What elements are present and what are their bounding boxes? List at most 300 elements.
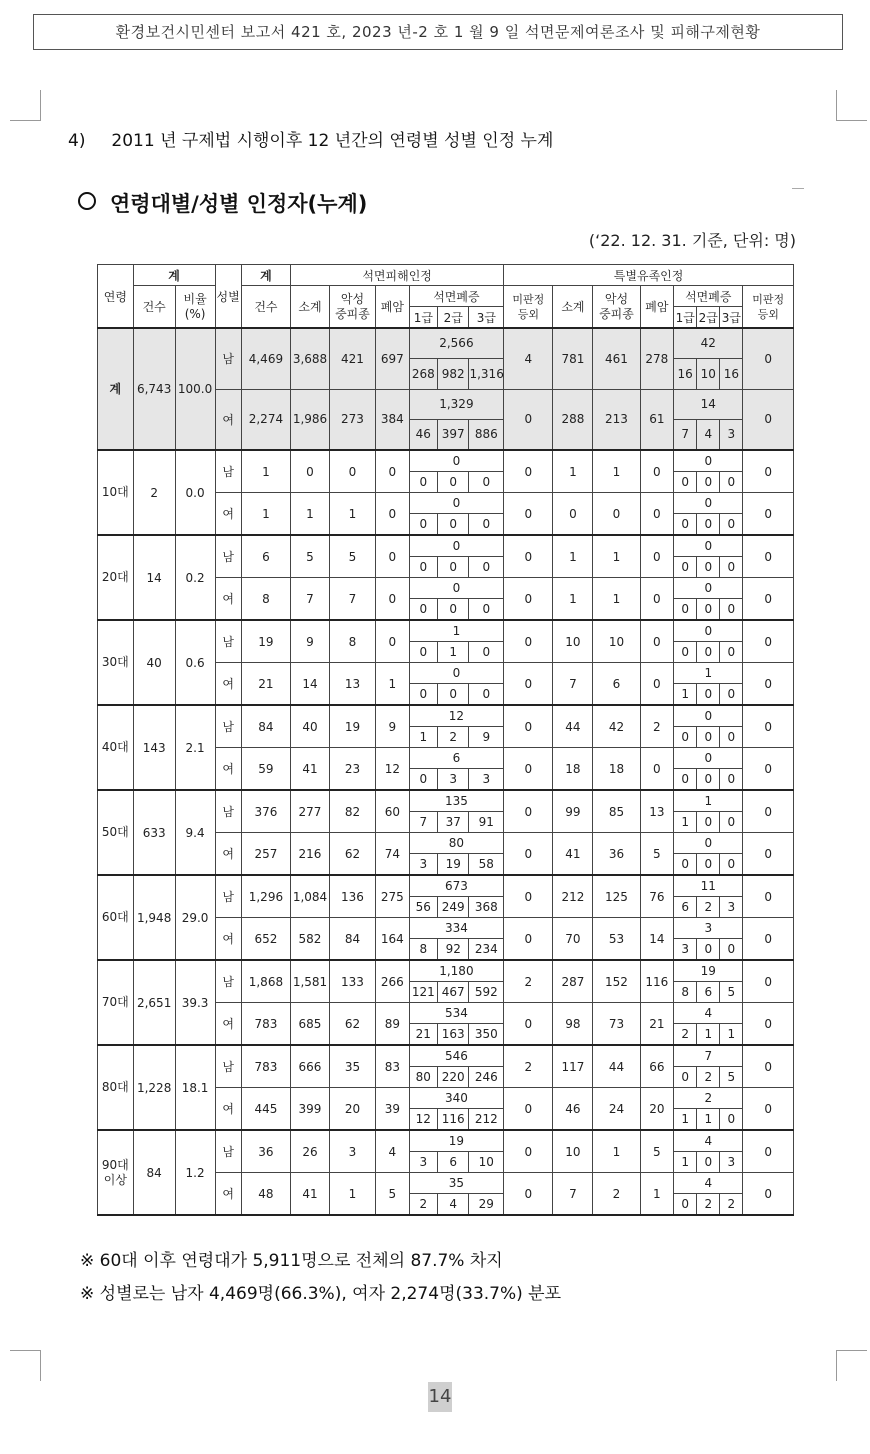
cell-grade-2: 19 <box>437 854 468 876</box>
cell-sp-grade-2: 10 <box>697 358 720 389</box>
cell-asbestosis: 135 <box>409 790 504 812</box>
cell-count: 14 <box>133 535 175 620</box>
cell-sex: 여 <box>215 1088 241 1131</box>
cell-undetermined: 0 <box>504 578 553 621</box>
cell-total: 6 <box>241 535 290 578</box>
cell-sp-asbestosis: 3 <box>674 918 743 939</box>
cell-total: 21 <box>241 663 290 706</box>
cell-grade-1: 0 <box>409 769 437 791</box>
cell-sp-subtotal: 10 <box>553 620 593 663</box>
cell-sp-asbestosis: 7 <box>674 1045 743 1067</box>
recognition-table <box>97 264 794 1216</box>
cell-sp-asbestosis: 0 <box>674 705 743 727</box>
cell-grade-3: 0 <box>469 599 504 621</box>
cell-sp-undetermined: 0 <box>743 493 794 536</box>
cell-sp-grade-1: 1 <box>674 812 697 833</box>
col-age: 연령 <box>98 265 134 329</box>
cell-sp-meso: 73 <box>593 1003 640 1046</box>
cell-grade-3: 246 <box>469 1067 504 1088</box>
cell-grade-1: 80 <box>409 1067 437 1088</box>
cell-sp-undetermined: 0 <box>743 1088 794 1131</box>
cell-grade-3: 0 <box>469 557 504 578</box>
cell-sp-meso: 213 <box>593 389 640 450</box>
col-ratio: 비율 (%) <box>175 286 215 329</box>
cell-grade-2: 467 <box>437 982 468 1003</box>
cell-lung: 164 <box>376 918 410 961</box>
cell-meso: 23 <box>329 748 375 791</box>
cell-asbestosis: 1,180 <box>409 960 504 982</box>
cell-grade-2: 6 <box>437 1152 468 1173</box>
col-total: 계 <box>133 265 215 286</box>
cell-sp-grade-3: 0 <box>720 1109 743 1131</box>
cell-age: 30대 <box>98 620 134 705</box>
cell-grade-1: 1 <box>409 727 437 748</box>
cell-sp-grade-1: 1 <box>674 1152 697 1173</box>
cell-undetermined: 0 <box>504 790 553 833</box>
cell-ratio: 0.0 <box>175 450 215 535</box>
cell-grade-2: 0 <box>437 599 468 621</box>
cell-undetermined: 0 <box>504 1088 553 1131</box>
cell-sp-lung: 2 <box>640 705 674 748</box>
subtitle-text: 연령대별/성별 인정자(누계) <box>110 192 368 216</box>
cell-meso: 82 <box>329 790 375 833</box>
cell-undetermined: 2 <box>504 960 553 1003</box>
cell-subtotal: 216 <box>291 833 330 876</box>
cell-sex: 여 <box>215 663 241 706</box>
cell-sp-lung: 21 <box>640 1003 674 1046</box>
cell-asbestosis: 0 <box>409 578 504 599</box>
cell-grade-3: 592 <box>469 982 504 1003</box>
cell-lung: 0 <box>376 620 410 663</box>
cell-sp-grade-1: 16 <box>674 358 697 389</box>
cell-count: 143 <box>133 705 175 790</box>
cell-sp-lung: 20 <box>640 1088 674 1131</box>
cell-total: 652 <box>241 918 290 961</box>
cell-total: 445 <box>241 1088 290 1131</box>
cell-meso: 5 <box>329 535 375 578</box>
cell-sex: 여 <box>215 748 241 791</box>
cell-undetermined: 0 <box>504 1130 553 1173</box>
cell-sp-lung: 61 <box>640 389 674 450</box>
cell-asbestosis: 0 <box>409 450 504 472</box>
cell-age: 50대 <box>98 790 134 875</box>
cell-lung: 1 <box>376 663 410 706</box>
cell-sp-grade-2: 0 <box>697 472 720 493</box>
cell-sp-grade-1: 0 <box>674 514 697 536</box>
col-subtotal: 소계 <box>291 286 330 329</box>
cell-total: 84 <box>241 705 290 748</box>
cell-sp-grade-2: 0 <box>697 684 720 706</box>
cell-sp-grade-3: 0 <box>720 599 743 621</box>
cell-meso: 62 <box>329 833 375 876</box>
cell-age: 40대 <box>98 705 134 790</box>
cell-undetermined: 0 <box>504 918 553 961</box>
cell-ratio: 0.6 <box>175 620 215 705</box>
cell-sp-subtotal: 18 <box>553 748 593 791</box>
cell-asbestosis: 35 <box>409 1173 504 1194</box>
cell-sp-meso: 1 <box>593 1130 640 1173</box>
note-sex: ※ 성별로는 남자 4,469명(66.3%), 여자 2,274명(33.7%) 분포 <box>80 1284 562 1304</box>
cell-asbestosis: 2,566 <box>409 328 504 358</box>
section-heading <box>68 126 553 151</box>
cell-asbestosis: 12 <box>409 705 504 727</box>
cell-grade-2: 37 <box>437 812 468 833</box>
cell-sp-grade-2: 2 <box>697 1067 720 1088</box>
cell-grade-3: 234 <box>469 939 504 961</box>
cell-lung: 266 <box>376 960 410 1003</box>
cell-undetermined: 2 <box>504 1045 553 1088</box>
cell-sex: 남 <box>215 450 241 493</box>
cell-lung: 39 <box>376 1088 410 1131</box>
cell-sp-asbestosis: 4 <box>674 1173 743 1194</box>
cell-undetermined: 0 <box>504 663 553 706</box>
crop-mark-bottom-left <box>10 1350 41 1381</box>
cell-sp-grade-3: 0 <box>720 769 743 791</box>
col-sp-grade-3: 3급 <box>720 307 743 329</box>
table-row <box>98 790 794 812</box>
cell-meso: 7 <box>329 578 375 621</box>
col-sp-subtotal: 소계 <box>553 286 593 329</box>
cell-sex: 여 <box>215 918 241 961</box>
cell-asbestosis: 340 <box>409 1088 504 1109</box>
cell-total: 1,296 <box>241 875 290 918</box>
cell-sp-grade-2: 4 <box>697 419 720 450</box>
cell-grade-1: 56 <box>409 897 437 918</box>
cell-lung: 697 <box>376 328 410 389</box>
cell-sp-subtotal: 1 <box>553 535 593 578</box>
cell-lung: 83 <box>376 1045 410 1088</box>
cell-sp-grade-2: 0 <box>697 557 720 578</box>
cell-asbestosis: 19 <box>409 1130 504 1152</box>
cell-sp-grade-2: 6 <box>697 982 720 1003</box>
cell-ratio: 39.3 <box>175 960 215 1045</box>
cell-sp-grade-3: 0 <box>720 514 743 536</box>
cell-grade-3: 1,316 <box>469 358 504 389</box>
cell-sp-meso: 24 <box>593 1088 640 1131</box>
cell-sp-grade-3: 0 <box>720 854 743 876</box>
cell-sp-lung: 0 <box>640 493 674 536</box>
col-asbestosis: 석면폐증 <box>409 286 504 307</box>
col-count2: 건수 <box>241 286 290 329</box>
cell-sp-undetermined: 0 <box>743 535 794 578</box>
cell-sp-undetermined: 0 <box>743 389 794 450</box>
cell-sp-subtotal: 0 <box>553 493 593 536</box>
cell-sp-grade-3: 0 <box>720 812 743 833</box>
cell-undetermined: 0 <box>504 748 553 791</box>
cell-sp-subtotal: 41 <box>553 833 593 876</box>
cell-sp-undetermined: 0 <box>743 790 794 833</box>
note-age: ※ 60대 이후 연령대가 5,911명으로 전체의 87.7% 차지 <box>80 1251 503 1271</box>
cell-lung: 0 <box>376 493 410 536</box>
cell-undetermined: 0 <box>504 389 553 450</box>
cell-subtotal: 277 <box>291 790 330 833</box>
cell-sp-grade-1: 0 <box>674 472 697 493</box>
col-meso: 악성 중피종 <box>329 286 375 329</box>
cell-sp-grade-1: 0 <box>674 599 697 621</box>
cell-subtotal: 1,986 <box>291 389 330 450</box>
col-grade-1: 1급 <box>409 307 437 329</box>
cell-sp-asbestosis: 0 <box>674 833 743 854</box>
col-sp-lung: 폐암 <box>640 286 674 329</box>
cell-sp-subtotal: 287 <box>553 960 593 1003</box>
cell-grade-2: 92 <box>437 939 468 961</box>
cell-ratio: 2.1 <box>175 705 215 790</box>
cell-sp-asbestosis: 1 <box>674 790 743 812</box>
cell-sp-asbestosis: 4 <box>674 1130 743 1152</box>
cell-subtotal: 3,688 <box>291 328 330 389</box>
cell-sex: 남 <box>215 620 241 663</box>
cell-sp-asbestosis: 2 <box>674 1088 743 1109</box>
cell-sex: 여 <box>215 389 241 450</box>
cell-meso: 3 <box>329 1130 375 1173</box>
cell-lung: 60 <box>376 790 410 833</box>
cell-sp-undetermined: 0 <box>743 918 794 961</box>
cell-sp-subtotal: 117 <box>553 1045 593 1088</box>
cell-sp-meso: 44 <box>593 1045 640 1088</box>
cell-sp-meso: 1 <box>593 450 640 493</box>
cell-asbestosis: 546 <box>409 1045 504 1067</box>
cell-sp-grade-3: 0 <box>720 727 743 748</box>
cell-sp-grade-2: 0 <box>697 939 720 961</box>
cell-sp-grade-3: 0 <box>720 939 743 961</box>
cell-total: 376 <box>241 790 290 833</box>
cell-sp-undetermined: 0 <box>743 620 794 663</box>
report-header: 환경보건시민센터 보고서 421 호, 2023 년-2 호 1 월 9 일 석면문제여론조사 및 피해구제현황 <box>33 14 843 50</box>
cell-sp-subtotal: 10 <box>553 1130 593 1173</box>
cell-sp-subtotal: 288 <box>553 389 593 450</box>
cell-sp-lung: 0 <box>640 535 674 578</box>
cell-sp-asbestosis: 19 <box>674 960 743 982</box>
cell-sp-subtotal: 44 <box>553 705 593 748</box>
cell-sp-lung: 5 <box>640 833 674 876</box>
cell-ratio: 100.0 <box>175 328 215 450</box>
cell-total: 1 <box>241 493 290 536</box>
cell-grade-3: 0 <box>469 472 504 493</box>
cell-sp-subtotal: 1 <box>553 450 593 493</box>
cell-sp-lung: 66 <box>640 1045 674 1088</box>
cell-count: 2,651 <box>133 960 175 1045</box>
cell-sex: 여 <box>215 1173 241 1216</box>
cell-sp-grade-3: 5 <box>720 982 743 1003</box>
cell-sp-grade-3: 3 <box>720 1152 743 1173</box>
cell-sp-meso: 18 <box>593 748 640 791</box>
cell-grade-1: 0 <box>409 472 437 493</box>
col-damage: 석면피해인정 <box>291 265 504 286</box>
cell-lung: 5 <box>376 1173 410 1216</box>
cell-grade-1: 46 <box>409 419 437 450</box>
cell-sp-meso: 36 <box>593 833 640 876</box>
cell-sp-meso: 1 <box>593 578 640 621</box>
cell-total: 48 <box>241 1173 290 1216</box>
col-sp-undetermined: 미판정 등외 <box>743 286 794 329</box>
cell-grade-1: 7 <box>409 812 437 833</box>
cell-meso: 133 <box>329 960 375 1003</box>
cell-subtotal: 1,084 <box>291 875 330 918</box>
cell-sp-undetermined: 0 <box>743 1173 794 1216</box>
cell-sp-grade-2: 0 <box>697 854 720 876</box>
table-row <box>98 875 794 897</box>
cell-asbestosis: 80 <box>409 833 504 854</box>
section-number: 4) <box>68 131 86 151</box>
col-count: 건수 <box>133 286 175 329</box>
cell-sp-undetermined: 0 <box>743 1003 794 1046</box>
cell-grade-3: 9 <box>469 727 504 748</box>
cell-grade-1: 0 <box>409 599 437 621</box>
margin-dash <box>792 188 804 189</box>
cell-grade-1: 268 <box>409 358 437 389</box>
cell-grade-3: 0 <box>469 642 504 663</box>
cell-lung: 0 <box>376 535 410 578</box>
cell-grade-2: 4 <box>437 1194 468 1216</box>
cell-subtotal: 41 <box>291 1173 330 1216</box>
cell-sp-lung: 0 <box>640 620 674 663</box>
cell-sp-grade-2: 0 <box>697 599 720 621</box>
cell-undetermined: 4 <box>504 328 553 389</box>
cell-total: 59 <box>241 748 290 791</box>
cell-grade-2: 0 <box>437 684 468 706</box>
cell-sp-asbestosis: 14 <box>674 389 743 419</box>
cell-sp-meso: 152 <box>593 960 640 1003</box>
cell-sp-lung: 1 <box>640 1173 674 1216</box>
crop-mark-bottom-right <box>836 1350 867 1381</box>
cell-sp-grade-2: 2 <box>697 897 720 918</box>
cell-undetermined: 0 <box>504 535 553 578</box>
cell-asbestosis: 534 <box>409 1003 504 1024</box>
cell-lung: 275 <box>376 875 410 918</box>
cell-sp-grade-1: 8 <box>674 982 697 1003</box>
cell-meso: 20 <box>329 1088 375 1131</box>
crop-mark-top-right <box>836 90 867 121</box>
col-total2: 계 <box>241 265 290 286</box>
table-row <box>98 450 794 472</box>
cell-lung: 12 <box>376 748 410 791</box>
page-number: 14 <box>428 1382 452 1412</box>
col-grade-3: 3급 <box>469 307 504 329</box>
cell-grade-3: 212 <box>469 1109 504 1131</box>
table-row <box>98 328 794 358</box>
cell-grade-2: 982 <box>437 358 468 389</box>
table-row <box>98 535 794 557</box>
cell-lung: 0 <box>376 578 410 621</box>
col-sp-grade-2: 2급 <box>697 307 720 329</box>
cell-sp-grade-2: 0 <box>697 642 720 663</box>
cell-sp-subtotal: 7 <box>553 1173 593 1216</box>
cell-sp-subtotal: 212 <box>553 875 593 918</box>
cell-sp-grade-2: 0 <box>697 769 720 791</box>
cell-sp-grade-3: 0 <box>720 472 743 493</box>
cell-sp-grade-2: 0 <box>697 1152 720 1173</box>
cell-sp-asbestosis: 0 <box>674 535 743 557</box>
cell-grade-2: 1 <box>437 642 468 663</box>
cell-asbestosis: 1,329 <box>409 389 504 419</box>
cell-undetermined: 0 <box>504 450 553 493</box>
cell-sp-grade-3: 5 <box>720 1067 743 1088</box>
cell-age: 90대 이상 <box>98 1130 134 1215</box>
cell-sex: 여 <box>215 578 241 621</box>
cell-grade-2: 397 <box>437 419 468 450</box>
cell-undetermined: 0 <box>504 620 553 663</box>
cell-grade-3: 886 <box>469 419 504 450</box>
cell-sp-undetermined: 0 <box>743 960 794 1003</box>
circle-bullet-icon <box>78 192 96 210</box>
cell-grade-2: 3 <box>437 769 468 791</box>
table-row <box>98 1045 794 1067</box>
cell-sp-asbestosis: 0 <box>674 493 743 514</box>
cell-undetermined: 0 <box>504 705 553 748</box>
table-row <box>98 1130 794 1152</box>
cell-total: 19 <box>241 620 290 663</box>
cell-grade-2: 0 <box>437 472 468 493</box>
cell-sp-grade-3: 2 <box>720 1194 743 1216</box>
cell-sp-undetermined: 0 <box>743 328 794 389</box>
cell-sp-grade-2: 0 <box>697 727 720 748</box>
cell-grade-2: 0 <box>437 514 468 536</box>
cell-sp-subtotal: 98 <box>553 1003 593 1046</box>
cell-sp-grade-3: 16 <box>720 358 743 389</box>
cell-ratio: 1.2 <box>175 1130 215 1215</box>
crop-mark-top-left <box>10 90 41 121</box>
cell-age: 70대 <box>98 960 134 1045</box>
cell-grade-2: 116 <box>437 1109 468 1131</box>
cell-meso: 1 <box>329 493 375 536</box>
cell-sp-lung: 14 <box>640 918 674 961</box>
cell-meso: 19 <box>329 705 375 748</box>
cell-count: 1,228 <box>133 1045 175 1130</box>
cell-subtotal: 9 <box>291 620 330 663</box>
cell-sp-asbestosis: 11 <box>674 875 743 897</box>
cell-sp-undetermined: 0 <box>743 833 794 876</box>
cell-lung: 89 <box>376 1003 410 1046</box>
cell-sp-grade-2: 1 <box>697 1024 720 1046</box>
cell-meso: 35 <box>329 1045 375 1088</box>
col-sp-grade-1: 1급 <box>674 307 697 329</box>
cell-subtotal: 5 <box>291 535 330 578</box>
col-sp-meso: 악성 중피종 <box>593 286 640 329</box>
cell-grade-3: 58 <box>469 854 504 876</box>
cell-sp-meso: 42 <box>593 705 640 748</box>
col-special: 특별유족인정 <box>504 265 794 286</box>
cell-meso: 62 <box>329 1003 375 1046</box>
cell-sp-grade-2: 2 <box>697 1194 720 1216</box>
cell-subtotal: 685 <box>291 1003 330 1046</box>
cell-grade-3: 0 <box>469 684 504 706</box>
cell-grade-2: 0 <box>437 557 468 578</box>
col-undetermined: 미판정 등외 <box>504 286 553 329</box>
cell-sp-grade-1: 0 <box>674 557 697 578</box>
cell-subtotal: 399 <box>291 1088 330 1131</box>
cell-ratio: 18.1 <box>175 1045 215 1130</box>
cell-sp-subtotal: 781 <box>553 328 593 389</box>
cell-sp-grade-1: 1 <box>674 684 697 706</box>
cell-sp-grade-3: 0 <box>720 684 743 706</box>
cell-sex: 남 <box>215 1130 241 1173</box>
cell-sp-undetermined: 0 <box>743 875 794 918</box>
cell-sp-meso: 53 <box>593 918 640 961</box>
cell-sex: 남 <box>215 960 241 1003</box>
cell-sp-grade-1: 0 <box>674 642 697 663</box>
table-subtitle <box>78 188 367 218</box>
cell-lung: 74 <box>376 833 410 876</box>
cell-sp-grade-2: 1 <box>697 1109 720 1131</box>
cell-grade-2: 220 <box>437 1067 468 1088</box>
table-row <box>98 960 794 982</box>
cell-sp-grade-1: 0 <box>674 854 697 876</box>
cell-sp-meso: 0 <box>593 493 640 536</box>
cell-sex: 남 <box>215 875 241 918</box>
cell-grade-2: 2 <box>437 727 468 748</box>
cell-sp-undetermined: 0 <box>743 578 794 621</box>
cell-grade-3: 0 <box>469 514 504 536</box>
